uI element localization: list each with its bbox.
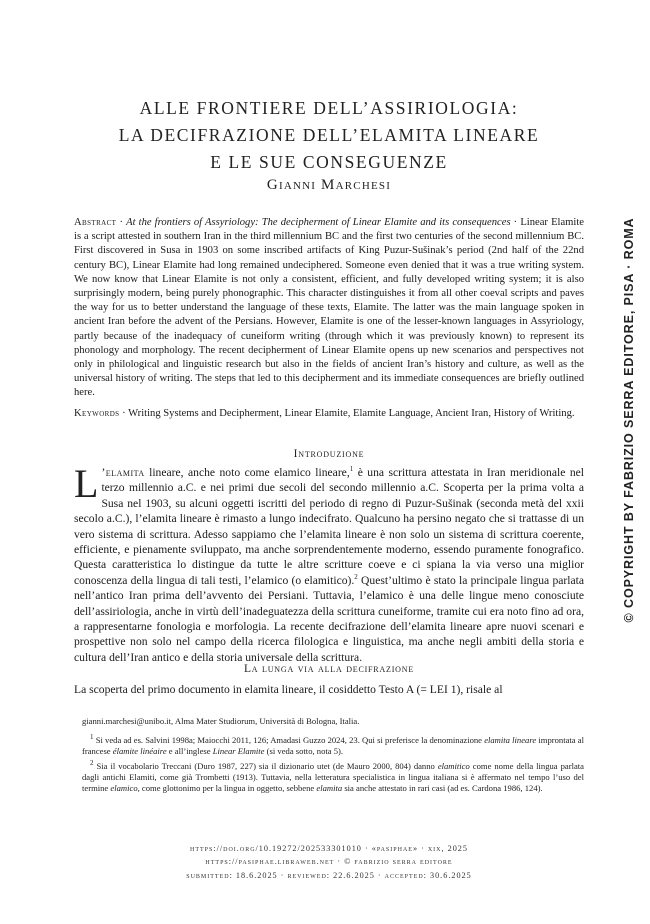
- submission-dates: submitted: 18.6.2025 · reviewed: 22.6.2025 · accepted: 30.6.2025: [186, 870, 472, 880]
- intro-text-a: lineare, anche noto come elamico lineare,: [144, 466, 350, 479]
- abstract: [74, 216, 584, 401]
- footnote-1-number: 1: [90, 733, 94, 742]
- lead-small-caps: ’elamita: [101, 466, 145, 479]
- footnote-2-text: , come glottonimo per la lingua in oggetto, sebbene: [137, 783, 317, 793]
- lunga-via-paragraph: La scoperta del primo documento in elamita lineare, il cosiddetto Testo A (= LEI 1), risale al: [74, 683, 503, 696]
- footnote-2-text: sia anche attestato in rari casi (ad es. Cardona 1986, 124).: [342, 783, 543, 793]
- keywords: [74, 407, 584, 421]
- footnote-2: [82, 761, 584, 794]
- author-affiliation: gianni.marchesi@unibo.it, Alma Mater Studiorum, Università di Bologna, Italia.: [82, 716, 360, 726]
- abstract-separator: ·: [116, 217, 127, 228]
- introduzione-paragraph: [74, 461, 584, 665]
- drop-cap: L: [74, 461, 99, 506]
- footnote-1-italic: Linear Elamite: [212, 746, 265, 756]
- section-heading-lunga-via: La lunga via alla decifrazione: [243, 663, 415, 675]
- section-heading-introduzione: Introduzione: [293, 448, 365, 460]
- footnote-1-text: (si veda sotto, nota 5).: [264, 746, 344, 756]
- footnotes: [82, 716, 584, 798]
- author-name: Gianni Marchesi: [266, 177, 392, 193]
- footnote-ref-2[interactable]: 2: [354, 572, 358, 581]
- footnote-2-italic: elamitico: [437, 761, 470, 771]
- intro-text-b: è una scrittura attestata in Iran meridionale nel terzo millennio a.C. e nei primi due secoli del secondo millennio a.C. Scoperta per la prima volta a Susa nel 1903, su alcuni oggetti iscritti del periodo di regno di Puzur-Sušinak (seconda metà del xxii secolo a.C.), l’elamita lineare è rimasto a lungo indecifrato. Qualcuno ha persino negato che si trattasse di un vero sistema di scrittura. Adesso sappiamo che l’elamita lineare è non solo un sistema di scrittura coerente, efficiente, e pienamente sviluppato, ma anche sorprendentemente moderno, essendo puramente fonografico. Questa caratteristica lo distingue da tutte le altre scritture coeve e ci spiana la via verso una miglior conoscenza della lingua di tali testi, l’elamico (o elamitico).: [74, 466, 584, 587]
- page-footer: [74, 842, 584, 882]
- abstract-english-title: At the frontiers of Assyriology: The decipherment of Linear Elamite and its consequences: [126, 217, 511, 228]
- footnote-1: [82, 735, 584, 757]
- footnote-2-number: 2: [90, 759, 94, 768]
- copyright-notice: © COPYRIGHT BY FABRIZIO SERRA EDITORE, PISA · ROMA: [622, 217, 636, 623]
- footnote-2-text: come nome della lingua parlata dagli antichi Elamiti, come già Trombetti (1913). Tuttavia, nella letteratura specialistica in lingua italiana si è affermato nel tempo l’uso del termine: [82, 761, 584, 793]
- title-line-3: E LE SUE CONSEGUENZE: [210, 152, 448, 172]
- footnote-1-text: Si veda ad es. Salvini 1998a; Maiocchi 2011, 126; Amadasi Guzzo 2024, 23. Qui si preferisce la denominazione: [93, 735, 485, 745]
- doi-link[interactable]: https://doi.org/10.19272/202533301010 · «pasiphae» · xix, 2025: [189, 844, 468, 853]
- footnote-1-italic: elamita lineare: [484, 735, 537, 745]
- intro-text-c: Quest’ultimo è stato la principale lingua parlata nell’antico Iran prima dell’avvento dei Persiani. Tuttavia, l’elamico è una delle lingue meno conosciute dell’assiriologia, anche in virtù dell’inadeguatezza della scrittura cuneiforme, tramite cui era noto fino ad ora, a rappresentarne fonologia e morfologia. La recente decifrazione dell’elamita lineare apre nuovi scenari e prospettive non solo nel campo della ricerca filologica e linguistica, ma anche negli ambiti della storia e cultura dell’Iran antico e della storia universale della scrittura.: [74, 573, 584, 664]
- footnote-1-italic: élamite linéaire: [112, 746, 167, 756]
- footnote-2-italic: elamico: [110, 783, 138, 793]
- keywords-label: Keywords: [74, 408, 120, 419]
- keywords-text: · Writing Systems and Decipherment, Linear Elamite, Elamite Language, Ancient Iran, History of Writing.: [119, 408, 575, 419]
- footnote-ref-1[interactable]: 1: [349, 465, 354, 474]
- abstract-label: Abstract: [74, 217, 117, 228]
- copyright-sidebar: [622, 160, 634, 680]
- abstract-text: · Linear Elamite is a script attested in southern Iran in the third millennium BC and the first two centuries of the second millennium BC. First discovered in Susa in 1903 on some inscribed artifacts of King Puzur-Sušinak’s period (2nd half of the 22nd century BC), Linear Elamite had long remained undeciphered. Someone even denied that it was a true writing system. We now know that Linear Elamite is not only a consistent, efficient, and fully developed writing system; it is also surprisingly modern, being purely phonographic. This character distinguishes it from all other coeval scripts and paves the way for us to better understand the language of these texts, Elamite. The latter was the main language spoken in ancient Iran before the advent of the Persians. However, Elamite is one of the lesser-known languages in Assyriology, partly because of the inadequacy of cuneiform writing (through which it was previously known) to represent its phonology and morphology. The recent decipherment of Linear Elamite opens up new scenarios and perspectives not only in philological and linguistic research but also in the fields of ancient Iran’s history and culture, as well as the universal history of writing. The steps that led to this decipherment and its immediate consequences are briefly outlined here.: [74, 217, 585, 399]
- footnote-1-text: e all’inglese: [166, 746, 213, 756]
- journal-url[interactable]: https://pasiphae.libraweb.net · © fabrizio serra editore: [205, 857, 453, 867]
- title-line-1: ALLE FRONTIERE DELL’ASSIRIOLOGIA:: [139, 98, 519, 118]
- title-line-2: LA DECIFRAZIONE DELL’ELAMITA LINEARE: [118, 125, 540, 145]
- footnote-1-text: improntata al francese: [82, 735, 584, 756]
- footnote-2-text: Sia il vocabolario Treccani (Duro 1987, 227) sia il dizionario utet (de Mauro 2000, 804) danno: [93, 761, 438, 771]
- article-title: [74, 95, 584, 176]
- footnote-2-italic: elamita: [316, 783, 343, 793]
